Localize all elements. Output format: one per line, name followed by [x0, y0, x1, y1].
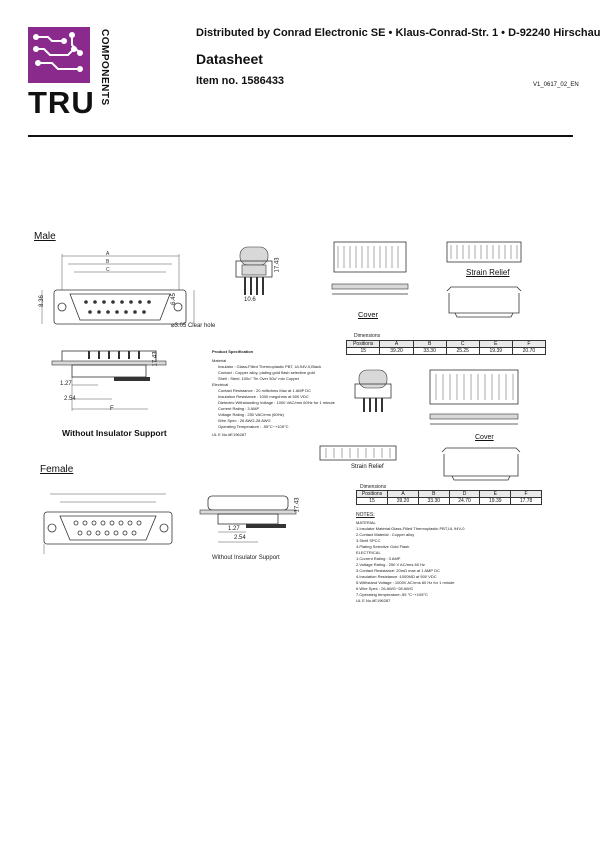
logo-wordmark: TRU	[28, 85, 95, 120]
female-heading: Female	[40, 464, 74, 475]
female-without-insulator-caption: Without Insulator Support	[212, 555, 280, 561]
table-header-cell: Positions	[357, 491, 388, 498]
male-dim-side-height: 17.43	[152, 351, 159, 367]
table-cell: 15	[347, 348, 380, 355]
note-line: 1.Insulator Material:Glass-Filled Thermoplastic PBT,UL 94V-0	[356, 526, 465, 531]
table-cell: 19.39	[480, 498, 511, 505]
note-line: 1.Current Rating : 3 AMP	[356, 556, 401, 561]
distributor-line: Distributed by Conrad Electronic SE • Klaus-Conrad-Str. 1 • D-92240 Hirschau	[196, 27, 601, 39]
male-connector-end-view	[236, 245, 272, 297]
table-cell: 20.70	[512, 348, 545, 355]
table-header-cell: C	[446, 341, 479, 348]
table-header-cell: B	[418, 491, 449, 498]
dims-table-2	[356, 490, 542, 505]
note-line: 2.Contact Material : Copper alloy	[356, 532, 415, 537]
table-cell: 19.39	[479, 348, 512, 355]
table-header-cell: D	[449, 491, 480, 498]
note-line: 5.Withstand Voltage : 1000V AC/rms 60 Hz for 1 minute	[356, 580, 455, 585]
note-line: 2.Voltage Rating : 250 V AC/rms 60 Hz	[356, 562, 425, 567]
note-line: 4.Insulation Resistance :1000MΩ at 500 VDC	[356, 574, 437, 579]
spec-line: Shell : Steel, 100u" Tin Over 50u" min Copper	[218, 376, 300, 381]
logo-side-text: COMPONENTS	[99, 29, 110, 106]
cover-side-drawing	[330, 282, 410, 302]
note-line: 7.Operating temperature:-55 °C~+105°C	[356, 592, 428, 597]
spec-line: Contact Resistance : 20 milliohms Max at 1 AMP DC	[218, 388, 312, 393]
spec-line: Insulator : Glass-Filled Thermoplastic PBT, UL94V-0,Black	[218, 364, 322, 369]
cover-profile-drawing	[440, 446, 522, 482]
table-header-cell: A	[388, 491, 419, 498]
cover-side-drawing-2	[428, 412, 520, 432]
strain-relief-label-1: Strain Relief	[466, 268, 510, 277]
strain-relief-label-2: Strain Relief	[351, 464, 384, 470]
table-cell: 39.20	[380, 348, 413, 355]
strain-relief-top-drawing	[445, 240, 523, 266]
strain-relief-top-drawing-2	[318, 444, 398, 464]
male-dim-f: F	[110, 406, 114, 412]
male-clear-hole-note: ⌀3.05 Clear hole	[171, 323, 216, 329]
female-front-view-drawing	[40, 488, 180, 560]
notes-title: NOTES:	[356, 512, 375, 518]
table-cell: 33.30	[418, 498, 449, 505]
item-number: Item no. 1586433	[196, 75, 285, 87]
spec-line: Wire Spec : 26 AWG-28 AWG	[218, 418, 271, 423]
male-end-dim-height: 17.43	[274, 257, 281, 273]
spec-line: Contact : Copper alloy, plating gold flash selective gold	[218, 370, 315, 375]
spec-line: Voltage Rating : 250 VAC/rms (60Hz)	[218, 412, 284, 417]
strain-relief-side-drawing	[445, 285, 523, 319]
male-heading: Male	[34, 231, 56, 242]
table-row	[357, 498, 542, 505]
table-row	[357, 491, 542, 498]
svg-text:A: A	[106, 251, 110, 257]
spec-line: Operating Temperature : -55°C~+105°C	[218, 424, 289, 429]
female-dim-pitch-2: 2.54	[234, 535, 246, 541]
table-header-cell: E	[480, 491, 511, 498]
dims-table-2-title: Dimensions	[360, 484, 387, 490]
spec-line: Current Rating : 3 AMP	[218, 406, 260, 411]
tru-components-logo	[28, 27, 114, 121]
table-cell: 33.30	[413, 348, 446, 355]
note-line: 3.Shell SPCC	[356, 538, 381, 543]
cover-top-view-drawing	[330, 240, 410, 276]
spec-line: Electrical	[212, 382, 229, 387]
table-cell: 39.20	[388, 498, 419, 505]
female-dim-pitch-1: 1.27	[228, 526, 240, 532]
table-header-cell: B	[413, 341, 446, 348]
spec-line: UL E No.#E196287	[212, 432, 247, 437]
header-rule	[28, 135, 573, 137]
note-line: ELECTRICAL	[356, 550, 381, 555]
notes-list	[356, 520, 465, 604]
table-cell: 24.70	[449, 498, 480, 505]
spec-list	[212, 358, 335, 438]
note-line: UL E No.#E196287	[356, 598, 391, 603]
table-header-cell: F	[512, 341, 545, 348]
table-cell: 15	[357, 498, 388, 505]
male-dim-pitch-1: 1.27	[60, 381, 72, 387]
spec-line: Material	[212, 358, 227, 363]
male-end-dim-width: 10.6	[244, 297, 256, 303]
female-side-view-drawing	[196, 490, 304, 550]
spec-line: Dielectric Withstanding Voltage : 1000 VAC/rms 60Hz for 1 minute	[218, 400, 335, 405]
cover-label-2: Cover	[475, 434, 494, 441]
male-without-insulator-caption: Without Insulator Support	[62, 428, 167, 438]
dims-table-1	[346, 340, 546, 355]
note-line: MATERIAL	[356, 520, 376, 525]
note-line: 4.Plating Selective Gold Flash	[356, 544, 410, 549]
male-front-view-drawing	[34, 250, 194, 330]
note-line: 6.Wire Spec : 26 AWG~28 AWG	[356, 586, 413, 591]
page-title: Datasheet	[196, 51, 263, 67]
spec-title: Product Specification	[212, 349, 254, 354]
table-cell: 25.25	[446, 348, 479, 355]
cover-label-1: Cover	[358, 310, 379, 319]
note-line: 3.Contact Resistance: 20mΩ max at 1 AMP DC	[356, 568, 440, 573]
male-dim-side: 6.45	[170, 293, 177, 305]
table-header-cell: E	[479, 341, 512, 348]
table-header-cell: A	[380, 341, 413, 348]
spec-line: Insulation Resistance : 1000 megohms at 500 VDC	[218, 394, 309, 399]
male-dim-height: 8.36	[38, 295, 45, 307]
svg-text:C: C	[106, 267, 110, 273]
table-row	[347, 348, 546, 355]
dims-table-1-title: Dimensions	[354, 333, 381, 339]
female-connector-end-view	[355, 368, 391, 414]
svg-text:B: B	[106, 259, 110, 265]
male-dim-pitch-2: 2.54	[64, 396, 76, 402]
version-code: V1_0617_02_EN	[533, 82, 579, 88]
table-row	[347, 341, 546, 348]
table-header-cell: F	[511, 491, 542, 498]
cover-top-view-drawing-2	[428, 368, 520, 408]
table-header-cell: Positions	[347, 341, 380, 348]
female-dim-height: 17.43	[294, 497, 301, 513]
table-cell: 17.78	[511, 498, 542, 505]
